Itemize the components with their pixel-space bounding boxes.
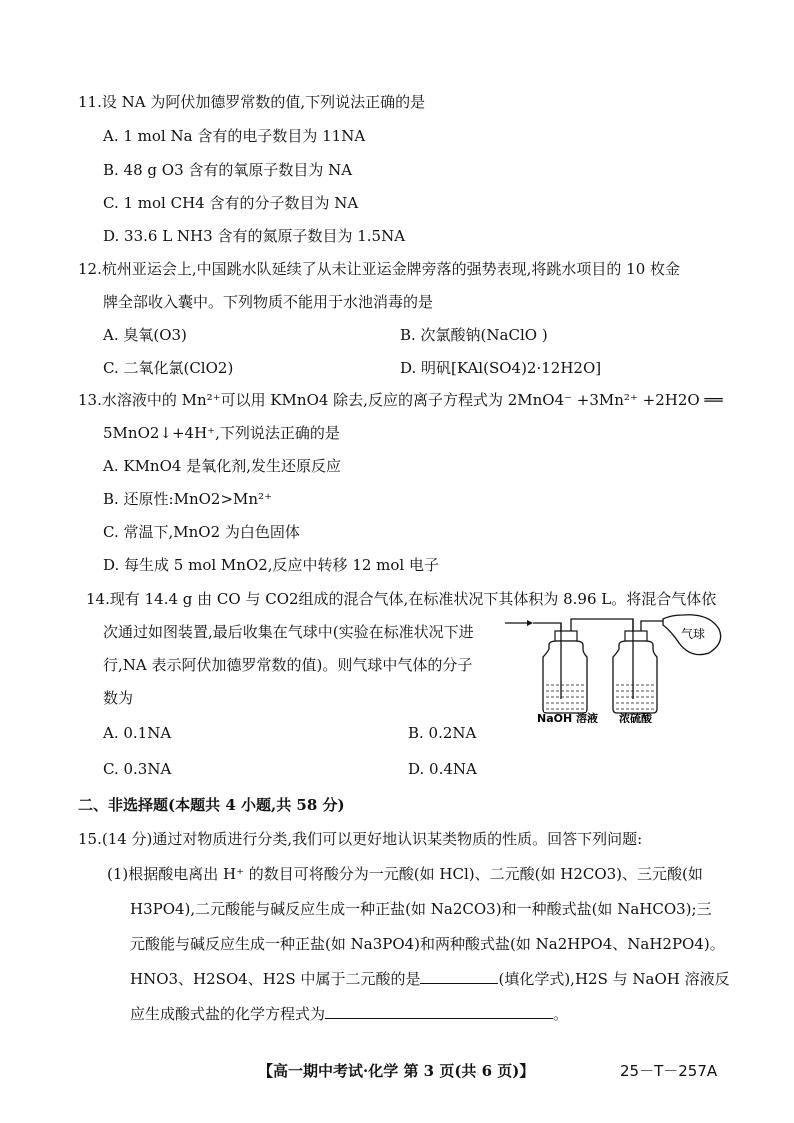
q15-line5-text-a: 应生成酸式盐的化学方程式为 (130, 1005, 326, 1023)
section-heading: 二、非选择题(本题共 4 小题,共 58 分) (78, 796, 345, 814)
inlet-arrow-icon (527, 620, 533, 626)
q13-option-b: B. 还原性:MnO2>Mn²⁺ (103, 490, 272, 508)
q12-stem-line1: 12.杭州亚运会上,中国跳水队延续了从未让亚运金牌旁落的强势表现,将跳水项目的 10 枚金 (78, 260, 681, 278)
q15-p1-line1: (1)根据酸电离出 H⁺ 的数目可将酸分为一元酸(如 HCl)、二元酸(如 H2CO3)、三元酸(如 (107, 865, 703, 883)
q11-option-c: C. 1 mol CH4 含有的分子数目为 NA (103, 194, 359, 212)
q15-p1-line4 (130, 969, 730, 989)
q14-stem-line3: 行,NA 表示阿伏加德罗常数的值)。则气球中气体的分子 (103, 656, 473, 674)
q15-stem: 15.(14 分)通过对物质进行分类,我们可以更好地认识某类物质的性质。回答下列问题: (78, 830, 643, 848)
q11-stem: 11.设 NA 为阿伏加德罗常数的值,下列说法正确的是 (78, 93, 426, 111)
q14-stem-line2: 次通过如图装置,最后收集在气球中(实验在标准状况下进 (103, 623, 474, 641)
q13-stem-line2: 5MnO2↓+4H⁺,下列说法正确的是 (103, 424, 340, 442)
q15-p1-line5 (130, 1004, 568, 1024)
q13-option-a: A. KMnO4 是氧化剂,发生还原反应 (103, 457, 341, 475)
gas-washing-apparatus-diagram (505, 613, 735, 723)
q11-option-a: A. 1 mol Na 含有的电子数目为 11NA (103, 127, 366, 145)
balloon-label: 气球 (681, 627, 706, 641)
page-footer (0, 1060, 794, 1084)
q12-option-a: A. 臭氧(O3) (103, 326, 187, 344)
footer-code: 25－T－257A (620, 1062, 718, 1080)
q12-option-d: D. 明矾[KAl(SO4)2·12H2O] (400, 359, 602, 377)
q11-option-b: B. 48 g O3 含有的氧原子数目为 NA (103, 161, 353, 179)
q14-option-d: D. 0.4NA (408, 760, 477, 778)
outlet-tube (641, 621, 663, 631)
q15-line5-text-b: 。 (553, 1005, 569, 1023)
q14-option-b: B. 0.2NA (408, 724, 477, 742)
answer-blank-equation[interactable] (325, 1004, 553, 1019)
q15-line4-text-b: (填化学式),H2S 与 NaOH 溶液反 (498, 970, 730, 988)
bottle2-label: 浓硫酸 (619, 712, 652, 723)
q12-stem-line2: 牌全部收入囊中。下列物质不能用于水池消毒的是 (103, 293, 434, 311)
q15-p1-line2: H3PO4),二元酸能与碱反应生成一种正盐(如 Na2CO3)和一种酸式盐(如 NaHCO3);三 (130, 900, 712, 918)
bottle-2 (613, 619, 657, 713)
q15-line4-text-a: HNO3、H2SO4、H2S 中属于二元酸的是 (130, 970, 421, 988)
q15-p1-line3: 元酸能与碱反应生成一种正盐(如 Na3PO4)和两种酸式盐(如 Na2HPO4、NaH2PO4)。 (130, 935, 725, 953)
q12-option-b: B. 次氯酸钠(NaClO ) (400, 326, 548, 344)
q14-stem-line1: 14.现有 14.4 g 由 CO 与 CO2组成的混合气体,在标准状况下其体积为 8.96 L。将混合气体依 (86, 590, 717, 608)
q12-option-c: C. 二氧化氯(ClO2) (103, 359, 234, 377)
q13-stem-line1: 13.水溶液中的 Mn²⁺可以用 KMnO4 除去,反应的离子方程式为 2MnO4⁻ +3Mn²⁺ +2H2O ══ (78, 391, 723, 409)
bottle-1 (543, 623, 587, 713)
q14-option-c: C. 0.3NA (103, 760, 172, 778)
q11-option-d: D. 33.6 L NH3 含有的氮原子数目为 1.5NA (103, 227, 406, 245)
q14-option-a: A. 0.1NA (103, 724, 172, 742)
answer-blank-diprotic-acid[interactable] (420, 969, 498, 984)
footer-title: 【高一期中考试·化学 第 3 页(共 6 页)】 (258, 1062, 535, 1080)
bottle1-label: NaOH 溶液 (537, 712, 599, 723)
q13-option-d: D. 每生成 5 mol MnO2,反应中转移 12 mol 电子 (103, 556, 439, 574)
q13-option-c: C. 常温下,MnO2 为白色固体 (103, 523, 300, 541)
q14-stem-line4: 数为 (103, 689, 134, 707)
